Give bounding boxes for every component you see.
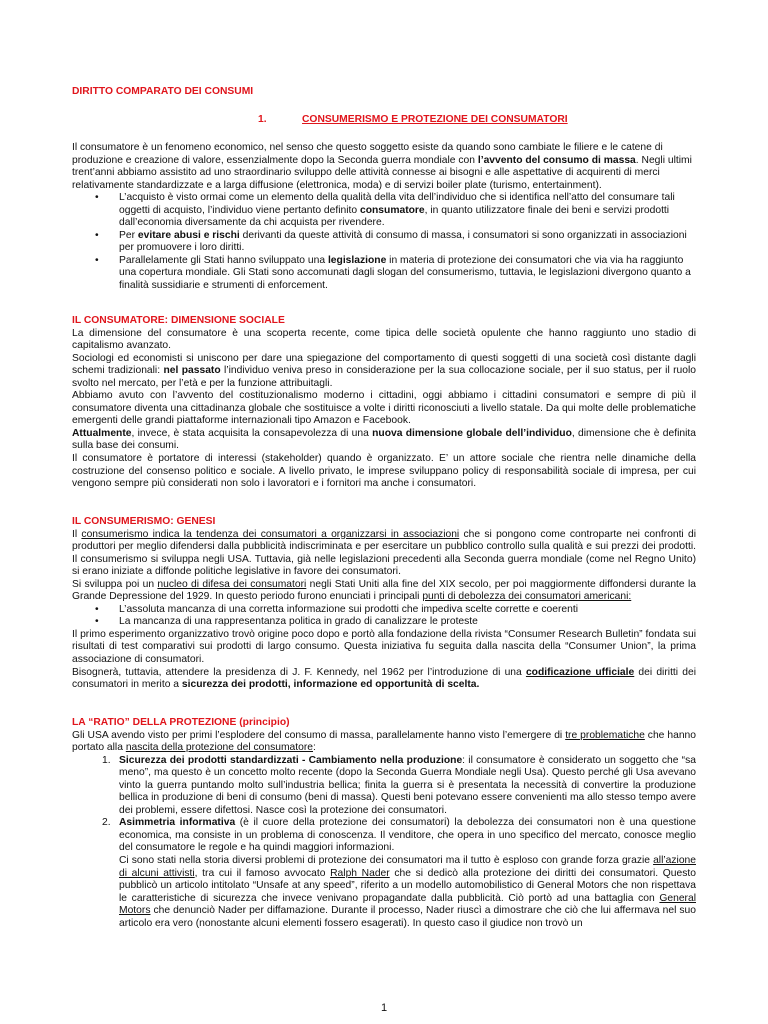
page-number: 1 bbox=[380, 1002, 388, 1014]
text-run: Parallelamente gli Stati hanno sviluppato una bbox=[119, 254, 328, 266]
text-run: , invece, è stata acquisita la consapevolezza di una bbox=[131, 427, 373, 439]
section-heading: IL CONSUMATORE: DIMENSIONE SOCIALE bbox=[72, 315, 285, 326]
bullet-icon: • bbox=[95, 254, 99, 266]
text-run-underlined: nascita della protezione del consumatore bbox=[125, 742, 313, 754]
text-run-underlined: consumerismo indica la tendenza dei consumatori a organizzarsi in associazioni bbox=[81, 528, 460, 540]
paragraph bbox=[72, 579, 696, 604]
text-run-bold: nuova dimensione globale dell’individuo bbox=[372, 427, 572, 439]
text-run-bold: Sicurezza dei prodotti standardizzati - Cambiamento nella produzione bbox=[119, 754, 463, 766]
paragraph: La dimensione del consumatore è una scoperta recente, come tipica delle società opulente che hanno raggiunto uno stadio di capitalismo avanzato. bbox=[72, 327, 696, 352]
text-run-underlined: punti di debolezza dei consumatori americani: bbox=[422, 591, 632, 603]
chapter-number: 1. bbox=[258, 114, 267, 125]
text-run: dei diritti dei consumatori in merito a bbox=[72, 666, 696, 691]
paragraph: Il consumatore è portatore di interessi (stakeholder) quando è organizzato. E’ un attore sociale che rientra nelle dinamiche della costruzione del consenso politico e sociale. A livello privato, le imprese sviluppano policy di responsabilità sociale di impresa, per cui vengono sempre più considerati non solo i lavoratori e i fornitori ma anche i consumatori. bbox=[72, 453, 696, 490]
social-section bbox=[72, 315, 696, 491]
document-title bbox=[72, 86, 696, 99]
paragraph bbox=[72, 353, 696, 391]
ratio-section bbox=[72, 717, 696, 930]
list-item bbox=[72, 255, 696, 293]
numbered-item bbox=[72, 755, 696, 818]
text-run: Il consumatore è un fenomeno economico, nel senso che questo soggetto esiste da quando sono cambiate le filiere e le catene di produzione e creazione di valore, essenzialmente dopo la Seconda guerra mondiale con bbox=[72, 142, 663, 166]
text-run-bold: Attualmente bbox=[72, 427, 132, 439]
paragraph bbox=[72, 667, 696, 692]
text-run: , dimensione che è definita sulla base dei consumi. bbox=[72, 427, 696, 452]
section-heading: LA “RATIO” DELLA PROTEZIONE (principio) bbox=[72, 717, 290, 728]
paragraph bbox=[72, 730, 696, 755]
document-title-text: DIRITTO COMPARATO DEI CONSUMI bbox=[72, 86, 254, 97]
bullet-icon: • bbox=[95, 603, 99, 615]
text-run: L’acquisto è visto ormai come un elemento della qualità della vita dell’individuo che si identifica nell’atto del consumare tali oggetti di acquisto, l’individuo viene pertanto definito bbox=[119, 192, 675, 216]
text-run: Il bbox=[72, 528, 82, 540]
section-heading: IL CONSUMERISMO: GENESI bbox=[72, 516, 216, 527]
text-run: negli Stati Uniti alla fine del XIX secolo, per poi maggiormente diffondersi durante la Grande Depressione del 1929. In questo periodo furono enunciati i principali bbox=[72, 578, 696, 603]
intro-section bbox=[72, 142, 696, 293]
paragraph: Abbiamo avuto con l’avvento del costituzionalismo moderno i cittadini, oggi abbiamo i cittadini consumatori e sempre di più il consumatore diventa una cittadinanza globale che sostituisce a volte i diritti riconosciuti a livello statale. Da qui molte delle problematiche emergenti delle grandi piattaforme internazionali tipo Amazon e Facebook. bbox=[72, 390, 696, 427]
bullet-icon: • bbox=[95, 229, 99, 241]
chapter-title: CONSUMERISMO E PROTEZIONE DEI CONSUMATORI bbox=[302, 114, 568, 125]
list-item bbox=[72, 604, 696, 617]
text-run: : il consumatore è considerato un soggetto che “sa meno”, ma questo è un concetto molto recente (dopo la Seconda Guerra Mondiale negli Usa). Questo perché gli Usa avevano vinto la guerra puntando molto sull’industria bellica; finita la guerra si è presentata la necessità di convertire la produzione bellica in produzione di beni di consumo (beni di massa). Questi beni potevano essere convenienti ma allo stesso tempo avere dei problemi, essere difettosi. Nasce così la protezione dei consumatori. bbox=[119, 754, 696, 816]
paragraph bbox=[72, 529, 696, 579]
list-item bbox=[72, 192, 696, 230]
intro-paragraph bbox=[72, 142, 696, 192]
text-run-underlined: all’azione di alcuni attivisti bbox=[119, 855, 696, 879]
text-run: che denunciò Nader per diffamazione. Durante il processo, Nader riuscì a dimostrare che ciò che lui affermava nel suo articolo era vero (nonostante alcuni elementi fossero esagerati). In questo caso il giudice non trovò un bbox=[119, 905, 696, 929]
list-item bbox=[72, 230, 696, 255]
text-run: , in quanto utilizzatore finale dei beni e servizi prodotti dall’economia diversamente da chi acquista per rivendere. bbox=[119, 204, 670, 229]
item-number: 2. bbox=[102, 817, 111, 829]
text-run-bold: Asimmetria informativa bbox=[119, 817, 236, 829]
text-run-bold: legislazione bbox=[327, 254, 387, 266]
text-run: : bbox=[313, 742, 316, 754]
text-run-underlined: General Motors bbox=[119, 892, 696, 917]
text-run-bold: evitare abusi e rischi bbox=[137, 229, 240, 241]
text-run: L’assoluta mancanza di una corretta informazione sui prodotti che impediva scelte corrette e coerenti bbox=[119, 603, 579, 615]
text-run-bold: sicurezza dei prodotti, informazione ed opportunità di scelta. bbox=[181, 679, 480, 691]
text-run: Bisognerà, tuttavia, attendere la presidenza di J. F. Kennedy, nel 1962 per l’introduzione di una bbox=[72, 666, 526, 678]
text-run: La mancanza di una rappresentanza politica in grado di canalizzare le proteste bbox=[119, 616, 478, 628]
text-run-bold: consumatore bbox=[360, 204, 425, 216]
genesis-section bbox=[72, 516, 696, 692]
text-run: Sociologi ed economisti si uniscono per dare una spiegazione del comportamento di questi soggetti di una società così distante dagli schemi tradizionali: bbox=[72, 352, 696, 377]
text-run: Ci sono stati nella storia diversi problemi di protezione dei consumatori ma il tutto è esploso con grande forza grazie bbox=[119, 855, 654, 867]
text-run: che hanno portato alla bbox=[72, 729, 696, 754]
text-run-underlined: nucleo di difesa dei consumatori bbox=[157, 578, 307, 590]
numbered-item bbox=[72, 817, 696, 855]
text-run-underlined: Ralph Nader bbox=[330, 867, 390, 879]
numbered-item-continuation bbox=[72, 855, 696, 930]
item-number: 1. bbox=[102, 754, 111, 766]
text-run: che si dedicò alla protezione dei diritti dei consumatori. Questo pubblicò un articolo intitolato “Unsafe at any speed”, riferito a un modello automobilistico di General Motors che non rispettava le caratteristiche di sicurezza che invece venivano propagandate dalla pubblicità. Ciò portò ad una battaglia con bbox=[119, 867, 696, 904]
bullet-icon: • bbox=[95, 192, 99, 204]
text-run: derivanti da queste attività di consumo di massa, i consumatori si sono organizzati in associazioni per promuovere i loro diritti. bbox=[119, 229, 687, 254]
text-run: che si pongono come controparte nei confronti di produttori per meglio difendersi dalla pubblicità indiscriminata e per esercitare un pubblico controllo sulla qualità e sui prezzi dei prodotti. Il consumerismo si sviluppa negli USA. Tuttavia, già nelle legislazioni precedenti alla Seconda guerra mondiale (come nel Regno Unito) si erano iniziate a diffonde politiche legislative in favore dei consumatori. bbox=[72, 528, 697, 578]
text-run: l’individuo veniva preso in considerazione per la sua collocazione sociale, per il suo status, per il ruolo svolto nel mercato, per l’età e per la funzione attribuitagli. bbox=[72, 365, 697, 389]
bullet-icon: • bbox=[95, 616, 99, 628]
text-run-bold: l’avvento del consumo di massa bbox=[477, 154, 636, 166]
text-run: . Negli ultimi trent’anni abbiamo assistito ad uno straordinario sviluppo delle attività connesse ai bisogni e alle aspettative di acquirenti di merci relativamente standardizzate e a larga diffusione (elettronica, moda) e di servizi boiler plate (turismo, entertainment). bbox=[72, 154, 692, 191]
list-item bbox=[72, 616, 696, 629]
text-run-bold-underlined: codificazione ufficiale bbox=[525, 666, 635, 678]
paragraph: Il primo esperimento organizzativo trovò origine poco dopo e portò alla fondazione della rivista “Consumer Research Bulletin” fondata sui risultati di test comparativi sui prodotti di largo consumo. Questa iniziativa fu seguita dalla nascita della “Consumer Union”, la prima associazione di consumatori. bbox=[72, 628, 696, 666]
text-run: Per bbox=[119, 229, 138, 241]
text-run: Si sviluppa poi un bbox=[72, 578, 158, 590]
text-run-bold: nel passato bbox=[163, 365, 221, 377]
text-run: (è il cuore della protezione dei consumatori) la debolezza dei consumatori non è una questione economica, ma consiste in un problema di conoscenza. Il venditore, che opera in uno specifico del mercato, conosce meglio del consumatore le regole e ha quindi maggiori informazioni. bbox=[119, 817, 696, 854]
text-run-underlined: tre problematiche bbox=[565, 729, 645, 741]
text-run: , tra cui il famoso avvocato bbox=[194, 867, 331, 879]
text-run: Gli USA avendo visto per primi l’esplodere del consumo di massa, parallelamente hanno visto l’emergere di bbox=[72, 729, 566, 741]
text-run: in materia di protezione dei consumatori che via via ha raggiunto una copertura mondiale. Gli Stati sono accomunati dagli slogan del consumerismo, tuttavia, le legislazioni divergono quanto a finalità sussidiarie e strumenti di enforcement. bbox=[119, 254, 691, 292]
paragraph bbox=[72, 428, 696, 453]
